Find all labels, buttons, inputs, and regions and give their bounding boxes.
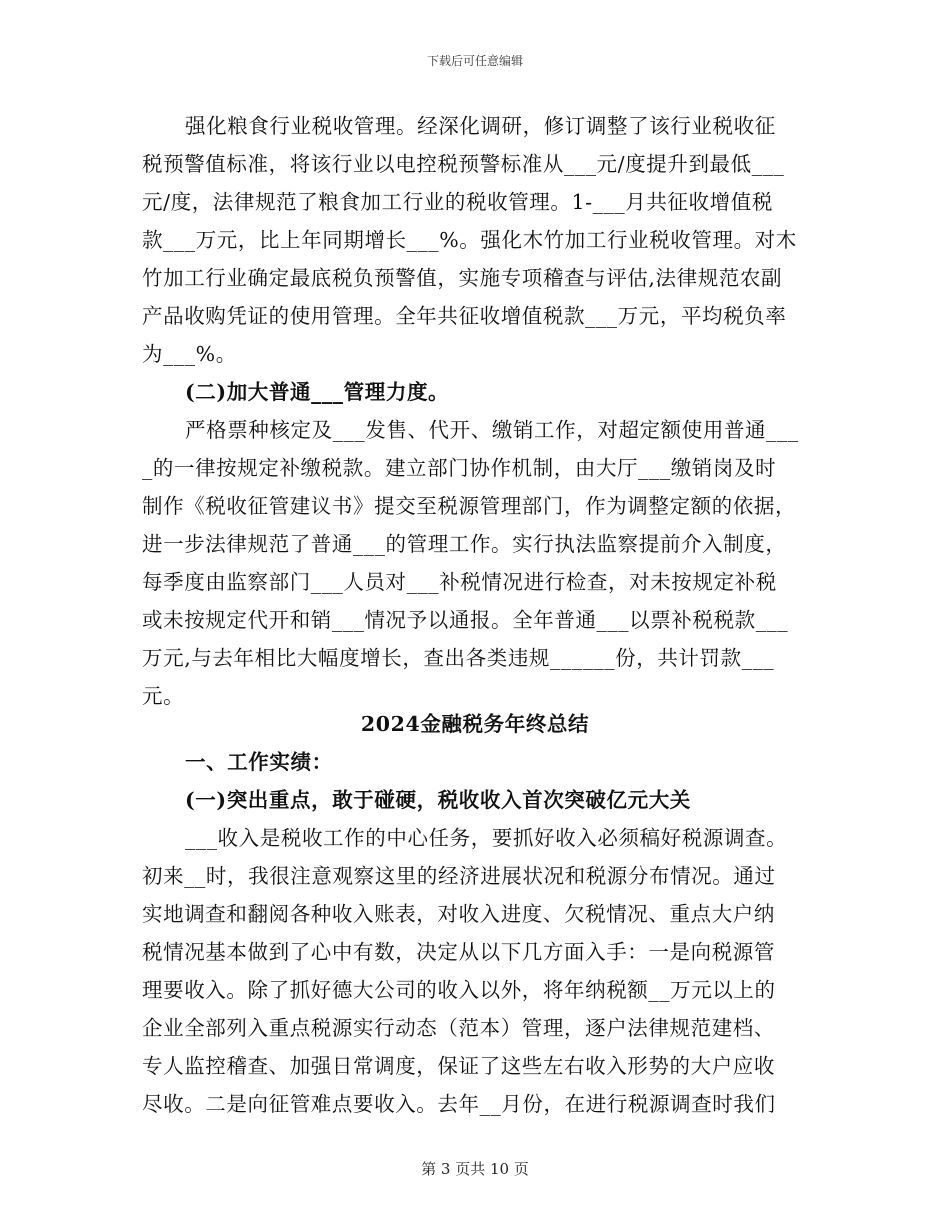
body-line: 款___万元，比上年同期增长___%。强化木竹加工行业税收管理。对木 (142, 228, 797, 252)
body-line: 为___%。 (142, 342, 237, 366)
body-line: 税情况基本做到了心中有数，决定从以下几方面入手：一是向税源管 (142, 940, 775, 964)
page-footer: 第 3 页共 10 页 (421, 1160, 529, 1178)
section-heading: 一、工作实绩： (185, 750, 333, 774)
body-line: ___收入是税收工作的中心任务，要抓好收入必须稿好税源调查。 (185, 826, 788, 850)
body-line: 每季度由监察部门___人员对___补税情况进行检查，对未按规定补税 (142, 570, 777, 594)
document-title: 2024金融税务年终总结 (360, 712, 590, 736)
section-heading: (二)加大普通___管理力度。 (185, 380, 450, 404)
body-line: 强化粮食行业税收管理。经深化调研，修订调整了该行业税收征 (185, 114, 776, 138)
body-line: 理要收入。除了抓好德大公司的收入以外，将年纳税额__万元以上的 (142, 978, 776, 1002)
body-line: 万元,与去年相比大幅度增长，查出各类违规______份，共计罚款___ (142, 646, 775, 670)
body-line: _的一律按规定补缴税款。建立部门协作机制，由大厅___缴销岗及时 (142, 456, 777, 480)
body-line: 竹加工行业确定最底税负预警值，实施专项稽查与评估,法律规范农副 (142, 266, 783, 290)
body-line: 初来__时，我很注意观察这里的经济进展状况和税源分布情况。通过 (142, 864, 776, 888)
body-line: 严格票种核定及___发售、代开、缴销工作，对超定额使用普通___ (185, 418, 799, 442)
body-line: 产品收购凭证的使用管理。全年共征收增值税款___万元，平均税负率 (142, 304, 787, 328)
body-line: 或未按规定代开和销___情况予以通报。全年普通___以票补税税款___ (142, 608, 789, 632)
body-line: 专人监控稽查、加强日常调度，保证了这些左右收入形势的大户应收 (142, 1054, 775, 1078)
body-line: 税预警值标准，将该行业以电控税预警标准从___元/度提升到最低___ (142, 152, 785, 176)
body-line: 企业全部列入重点税源实行动态（范本）管理，逐户法律规范建档、 (142, 1016, 775, 1040)
body-line: 元。 (142, 684, 185, 708)
body-line: 制作《税收征管建议书》提交至税源管理部门，作为调整定额的依据， (142, 494, 797, 518)
page-header: 下载后可任意编辑 (426, 54, 523, 68)
body-line: 尽收。二是向征管难点要收入。去年__月份，在进行税源调查时我们 (142, 1092, 776, 1116)
subsection-heading: (一)突出重点，敢于碰硬，税收收入首次突破亿元大关 (185, 788, 691, 812)
body-line: 实地调查和翻阅各种收入账表，对收入进度、欠税情况、重点大户纳 (142, 902, 775, 926)
body-line: 元/度，法律规范了粮食加工行业的税收管理。1-___月共征收增值税 (142, 190, 773, 214)
body-line: 进一步法律规范了普通___的管理工作。实行执法监察提前介入制度， (142, 532, 787, 556)
